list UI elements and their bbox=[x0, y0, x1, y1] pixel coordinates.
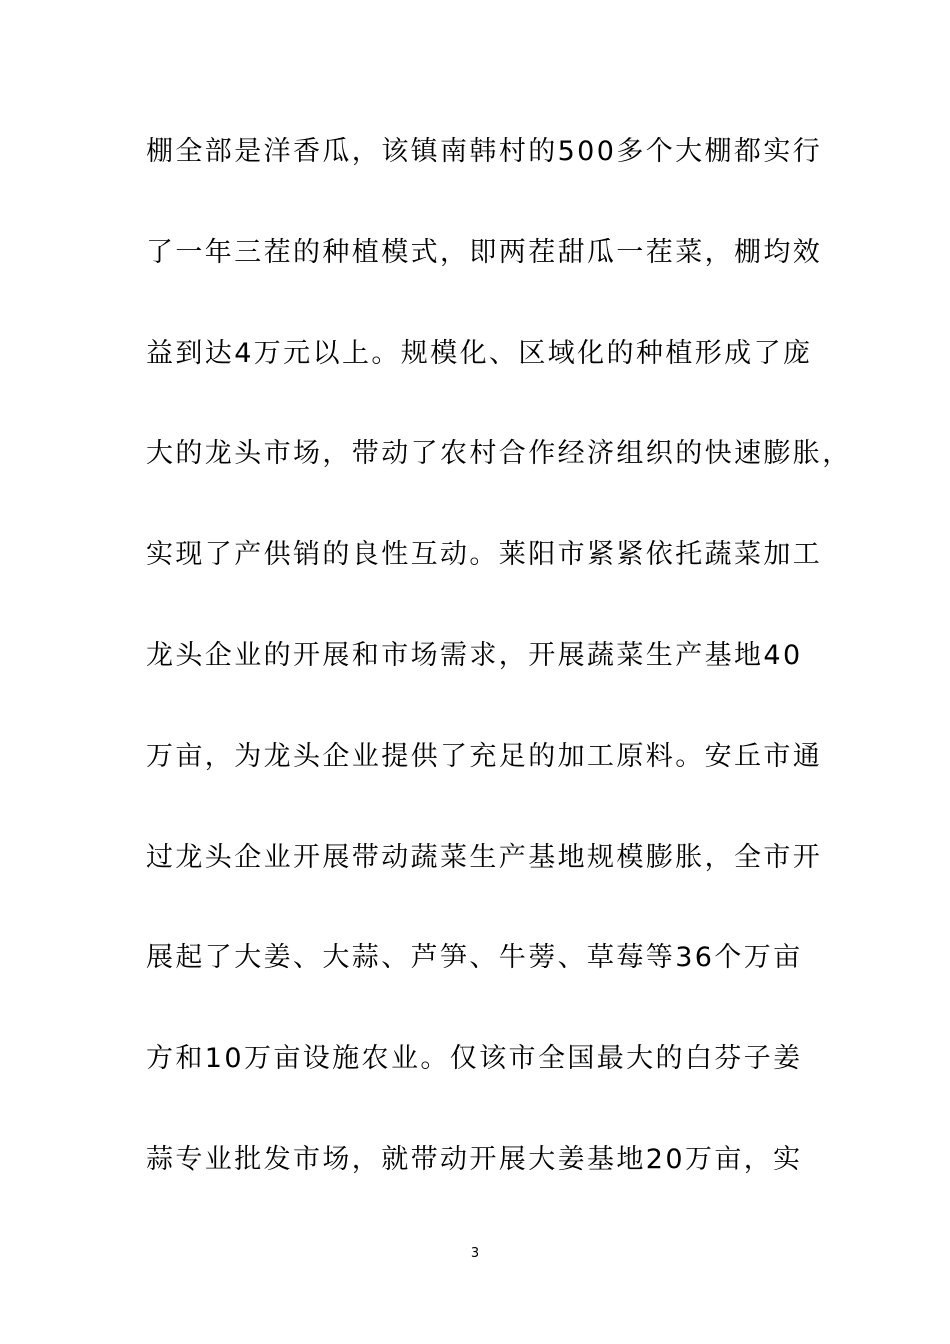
text-line: 万亩，为龙头企业提供了充足的加工原料。安丘市通 bbox=[146, 740, 823, 772]
text-line: 实现了产供销的良性互动。莱阳市紧紧依托蔬菜加工 bbox=[146, 539, 823, 571]
text-line: 蒜专业批发市场，就带动开展大姜基地20万亩，实 bbox=[146, 1143, 803, 1175]
body-text bbox=[146, 128, 852, 1237]
text-line: 益到达4万元以上。规模化、区域化的种植形成了庞 bbox=[146, 337, 813, 369]
text-line: 展起了大姜、大蒜、芦笋、牛蒡、草莓等36个万亩 bbox=[146, 942, 803, 974]
text-line: 过龙头企业开展带动蔬菜生产基地规模膨胀，全市开 bbox=[146, 841, 823, 873]
text-line: 大的龙头市场，带动了农村合作经济组织的快速膨胀， bbox=[146, 438, 852, 470]
text-line: 龙头企业的开展和市场需求，开展蔬菜生产基地40 bbox=[146, 639, 803, 671]
text-line: 方和10万亩设施农业。仅该市全国最大的白芬子姜 bbox=[146, 1043, 803, 1075]
text-line: 棚全部是洋香瓜，该镇南韩村的500多个大棚都实行 bbox=[146, 136, 823, 167]
page-number: 3 bbox=[470, 1246, 480, 1261]
text-line: 了一年三茬的种植模式，即两茬甜瓜一茬菜，棚均效 bbox=[146, 236, 823, 268]
